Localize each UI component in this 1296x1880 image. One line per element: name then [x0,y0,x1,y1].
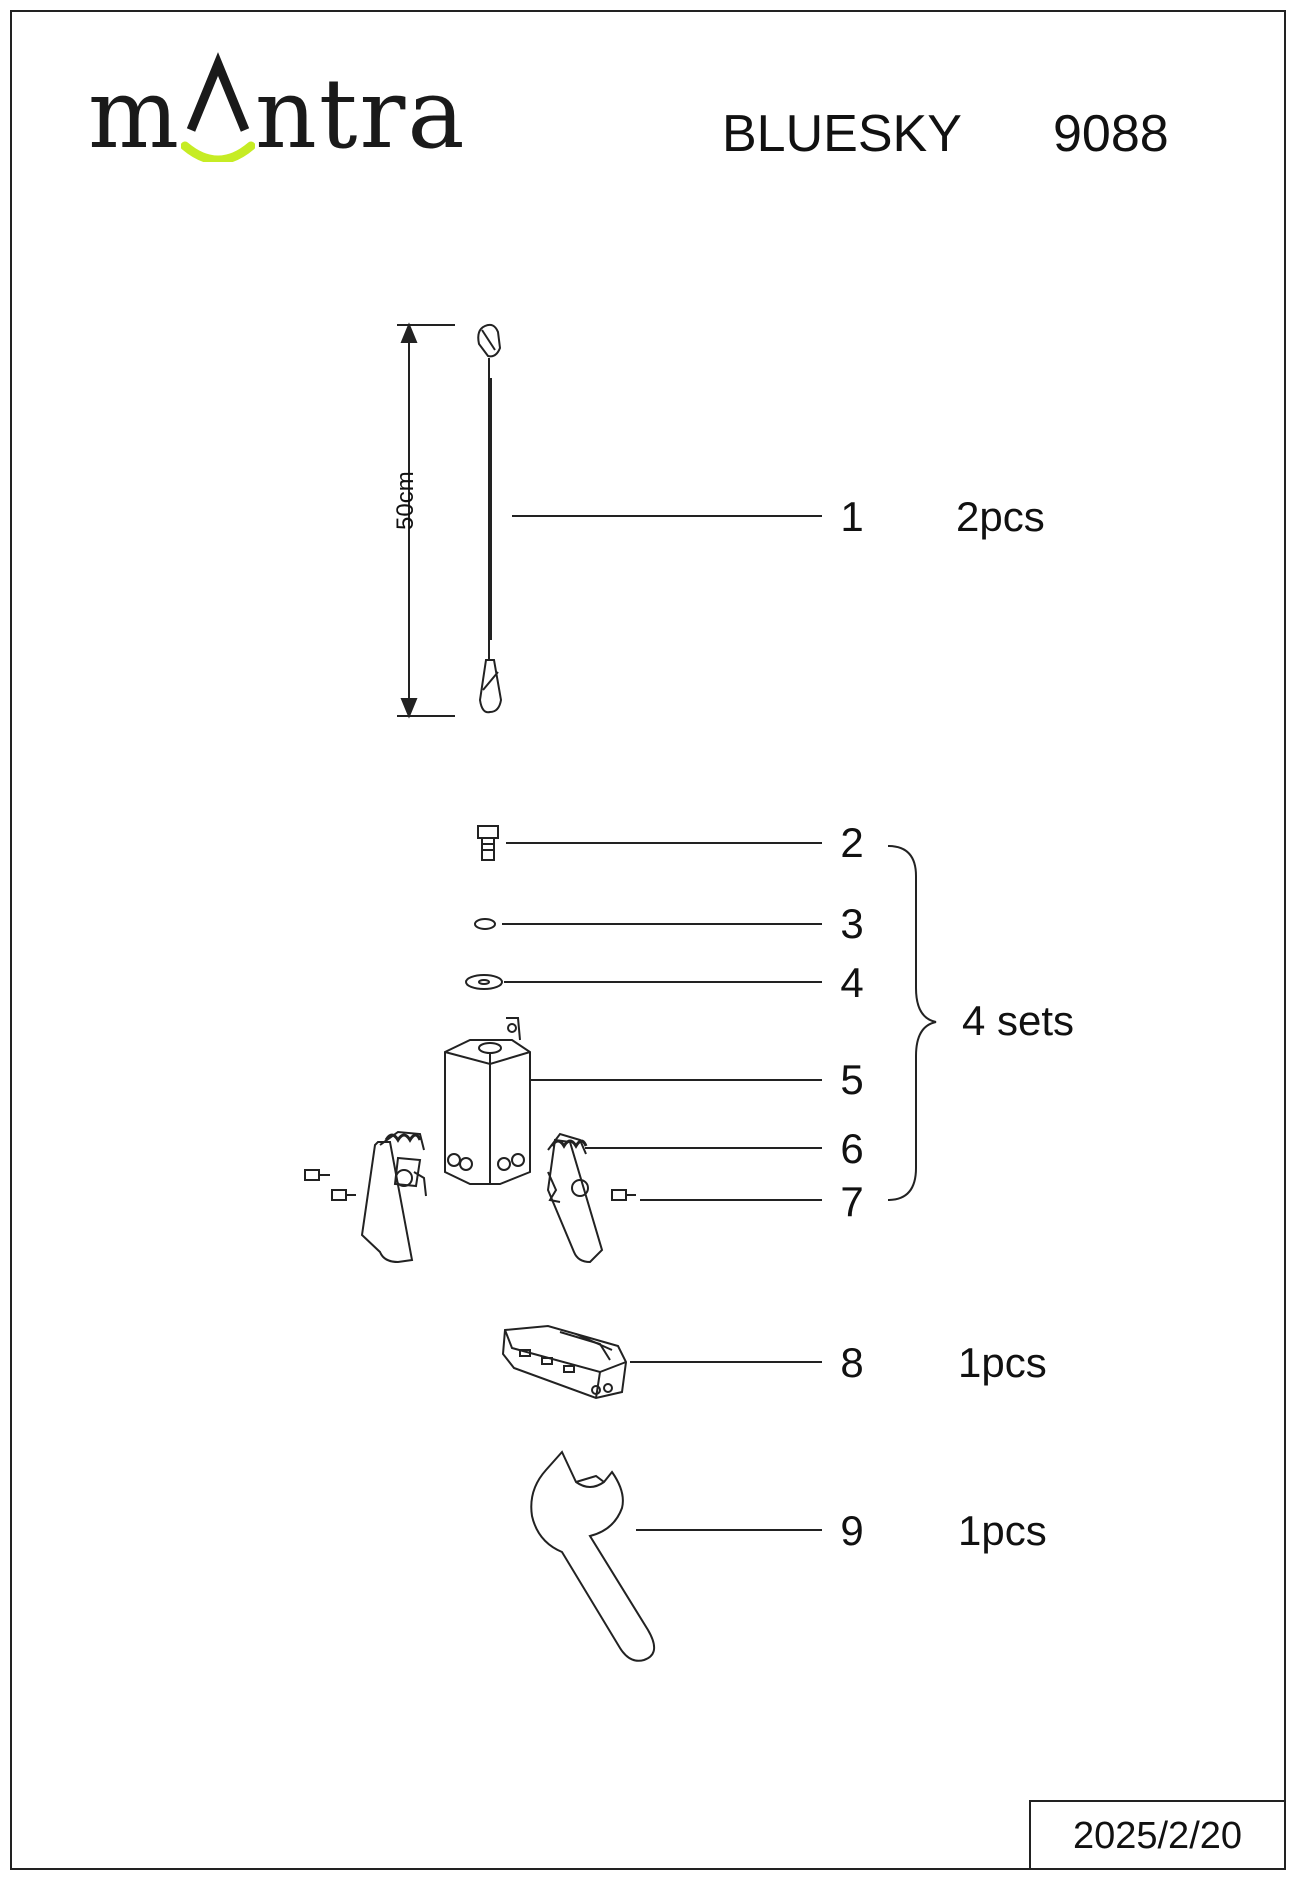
part-quantity-9: 1pcs [958,1507,1047,1554]
part-number-9: 9 [840,1507,864,1554]
part-quantity-1: 2pcs [956,493,1045,540]
group-quantity: 4 sets [962,997,1075,1044]
part-number-4: 4 [840,959,864,1006]
part-number-5: 5 [840,1056,864,1103]
mounting-bracket-icon [445,1018,530,1184]
part-number-2: 2 [840,819,864,866]
dimension-label: 50cm [392,471,419,530]
part-number-6: 6 [840,1125,864,1172]
brand-logo: m ntra [88,58,467,170]
part-number-8: 8 [840,1339,864,1386]
spring-washer-icon [475,919,495,929]
leader-lines [502,516,822,1530]
bolt-icon [478,826,498,860]
part-quantity-8: 1pcs [958,1339,1047,1386]
wrench-icon [531,1452,654,1661]
product-name: BLUESKY [722,105,962,163]
terminal-connector-icon [503,1326,626,1398]
date-box [1029,1800,1284,1870]
product-code: 9088 [1053,105,1169,163]
spring-clip-icon [362,1132,602,1262]
date-label: 2025/2/20 [1072,1814,1243,1857]
flat-washer-icon [466,975,502,989]
group-brace [888,846,936,1200]
part-number-1: 1 [840,493,864,540]
part-number-3: 3 [840,900,864,947]
part-number-7: 7 [840,1178,864,1225]
